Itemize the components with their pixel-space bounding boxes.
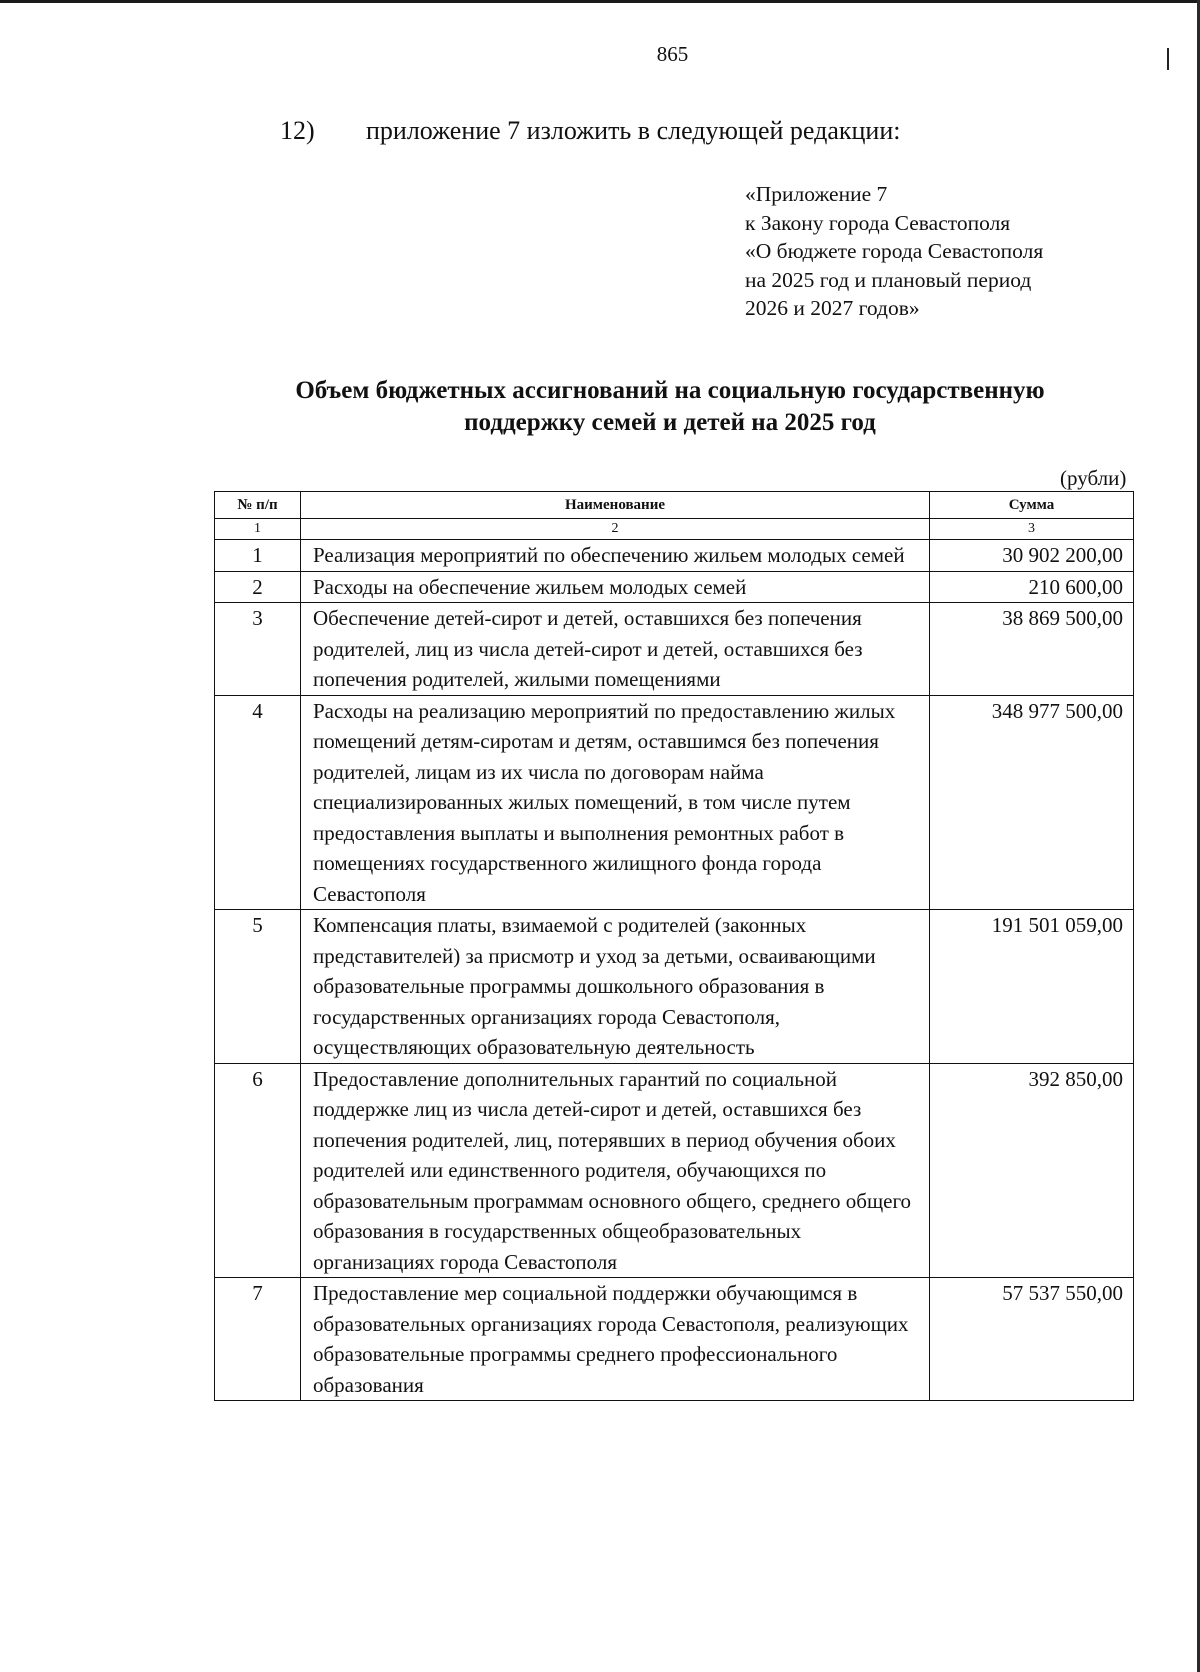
appendix-reference-line: на 2025 год и плановый период [745,267,1032,292]
row-sum: 30 902 200,00 [930,540,1134,572]
table-row [215,603,1134,696]
header-name: Наименование [301,492,930,519]
row-name: Предоставление дополнительных гарантий по социальной поддержке лиц из числа детей-сирот и детей, оставшихся без попечения родителей, лиц, потерявших в период обучения обоих родителей или единственного родителя, обучающихся по образовательным программам основного общего, среднего общего образования в государственных общеобразовательных организациях города Севастополя [301,1063,930,1278]
header-num: № п/п [215,492,301,519]
table-row [215,540,1134,572]
row-sum: 38 869 500,00 [930,603,1134,696]
header-sum: Сумма [930,492,1134,519]
row-number: 1 [215,540,301,572]
row-sum: 191 501 059,00 [930,910,1134,1064]
appendix-reference-line: 2026 и 2027 годов» [745,296,920,320]
column-index: 1 [215,519,301,540]
instruction-number: 12) [280,116,315,145]
document-title [200,375,1140,439]
row-name: Реализация мероприятий по обеспечению жильем молодых семей [301,540,930,572]
row-number: 2 [215,571,301,603]
page-number: 865 [656,42,689,66]
budget-table [214,491,1134,1401]
row-sum: 57 537 550,00 [930,1278,1134,1401]
row-number: 3 [215,603,301,696]
instruction-text: приложение 7 изложить в следующей редакции: [366,116,901,145]
row-name: Обеспечение детей-сирот и детей, оставшихся без попечения родителей, лиц из числа детей-сирот и детей, оставшихся без попечения родителей, жилыми помещениями [301,603,930,696]
table-header-row [215,492,1134,519]
amendment-instruction [280,116,900,146]
table-row [215,1278,1134,1401]
row-sum: 210 600,00 [930,571,1134,603]
appendix-reference-line: «О бюджете города Севастополя [745,239,1044,263]
row-name: Расходы на обеспечение жильем молодых семей [301,571,930,603]
table-column-index-row [215,519,1134,540]
row-number: 6 [215,1063,301,1278]
units-label: (рубли) [1060,466,1127,490]
table-row [215,571,1134,603]
document-title-line: поддержку семей и детей на 2025 год [464,409,876,436]
row-number: 7 [215,1278,301,1401]
row-name: Компенсация платы, взимаемой с родителей (законных представителей) за присмотр и уход за детьми, осваивающими образовательные программы дошкольного образования в государственных организациях города Севастополя, осуществляющих образовательную деятельность [301,910,930,1064]
table-row [215,910,1134,1064]
row-sum: 392 850,00 [930,1063,1134,1278]
table-row [215,1063,1134,1278]
row-number: 5 [215,910,301,1064]
scan-edge-top [0,0,1200,3]
row-number: 4 [215,695,301,910]
row-name: Расходы на реализацию мероприятий по предоставлению жилых помещений детям-сиротам и детям, оставшимся без попечения родителей, лицам из их числа по договорам найма специализированных жилых помещений, в том числе путем предоставления выплаты и выполнения ремонтных работ в помещениях государственного жилищного фонда города Севастополя [301,695,930,910]
appendix-reference [745,180,1043,323]
table-row [215,695,1134,910]
column-index: 3 [930,519,1134,540]
appendix-reference-line: «Приложение 7 [745,182,888,206]
document-title-line: Объем бюджетных ассигнований на социальную государственную [295,377,1045,404]
row-sum: 348 977 500,00 [930,695,1134,910]
column-index: 2 [301,519,930,540]
row-name: Предоставление мер социальной поддержки обучающимся в образовательных организациях города Севастополя, реализующих образовательные программы среднего профессионального образования [301,1278,930,1401]
appendix-reference-line: к Закону города Севастополя [745,210,1011,235]
